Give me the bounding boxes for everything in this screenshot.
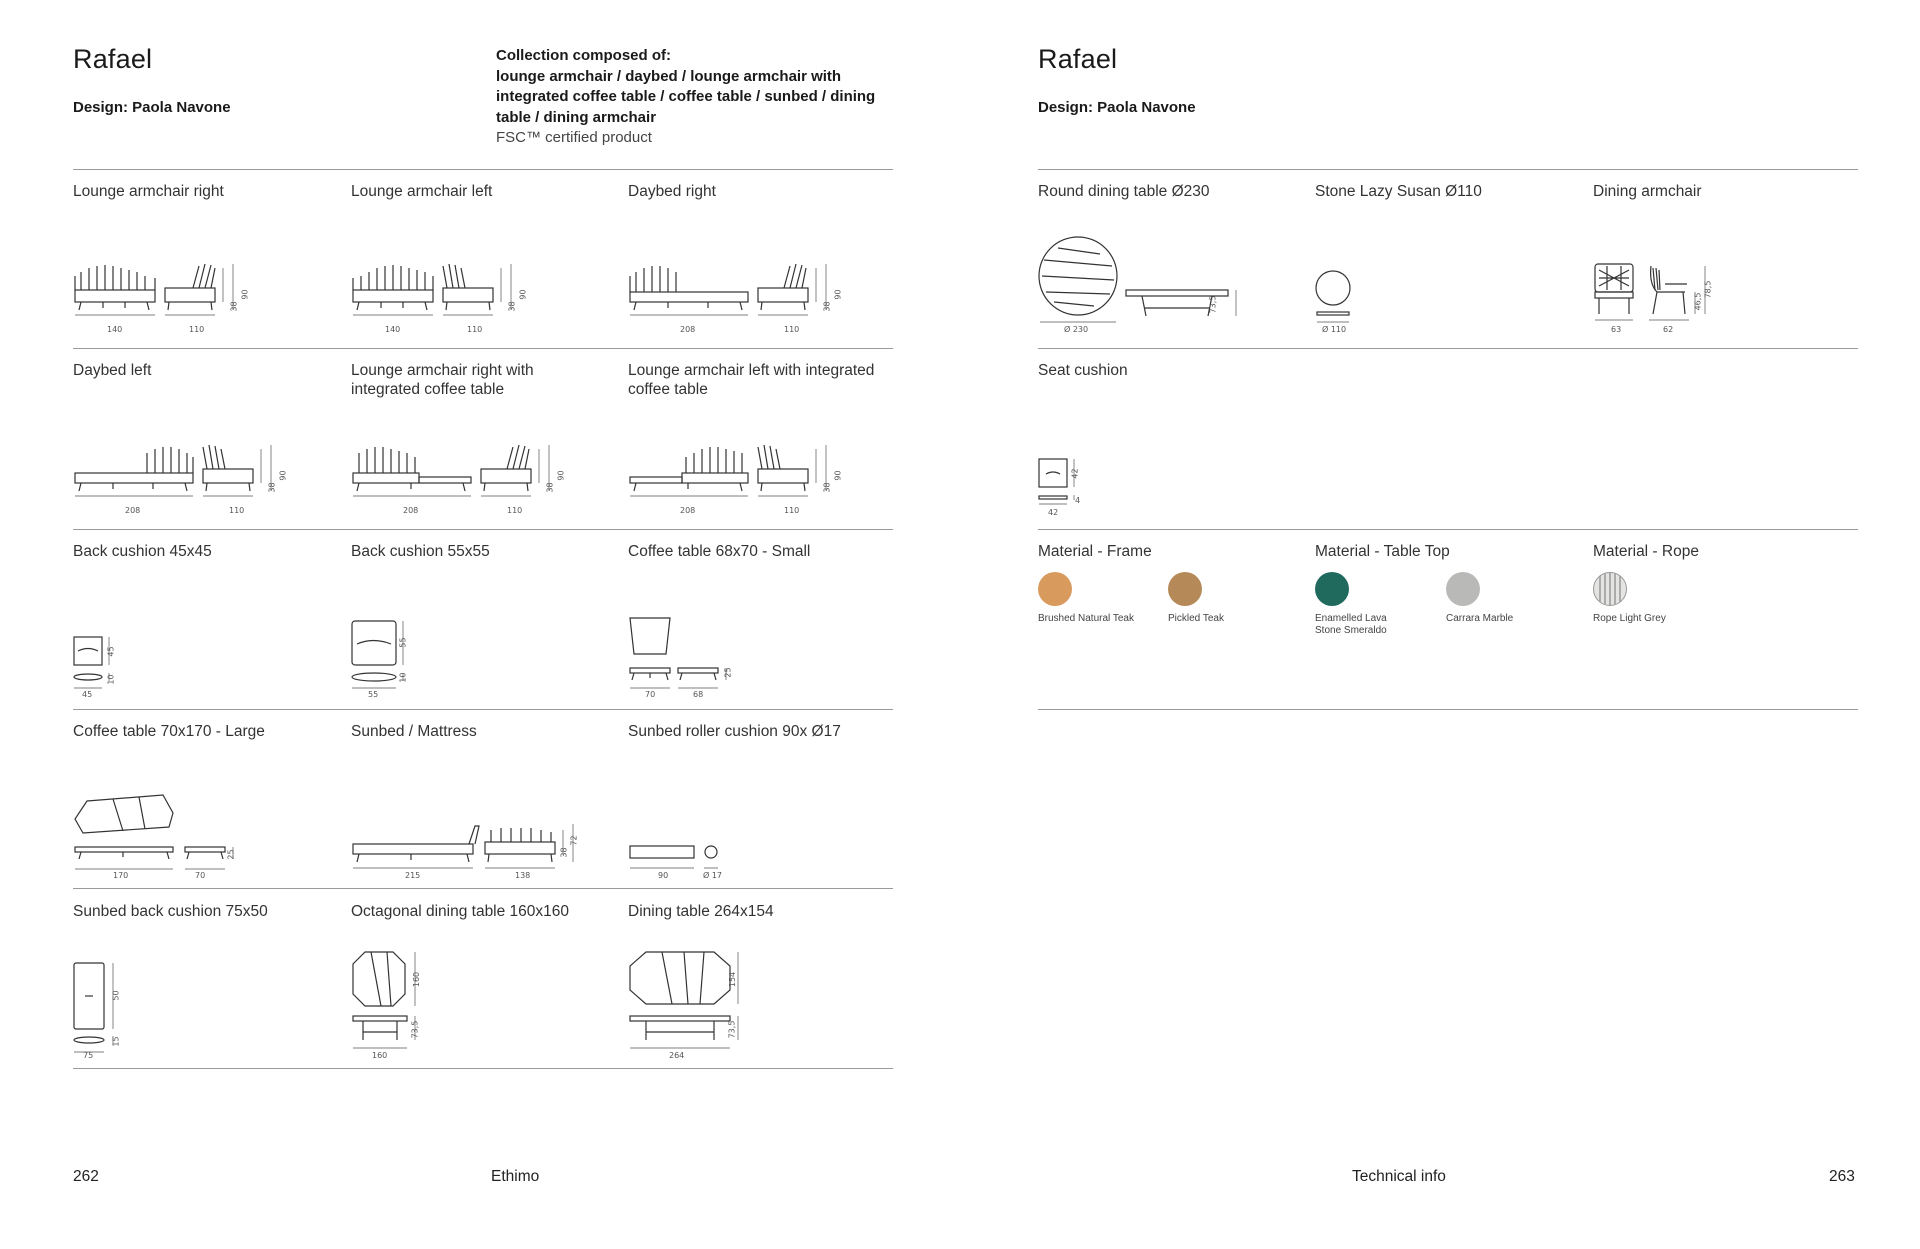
dimension-label: 25 [226, 849, 236, 860]
dimension-label: 140 [385, 325, 401, 334]
dimension-label: 160 [372, 1051, 388, 1060]
product-label: Daybed right [628, 183, 716, 200]
daybed-left-drawing [73, 443, 303, 503]
octagonal-dining-table-drawing [351, 950, 441, 1058]
dimension-label: 25 [723, 667, 733, 678]
dimension-label: 38 [507, 301, 517, 312]
product-label: Sunbed / Mattress [351, 723, 477, 740]
dimension-label: 73,5 [410, 1020, 420, 1039]
dimension-label: 160 [412, 971, 422, 988]
dimension-label: 10 [398, 672, 408, 683]
swatch-rope-light-grey [1593, 572, 1627, 606]
dimension-label: 50 [111, 990, 121, 1001]
collection-items: lounge armchair / daybed / lounge armchair with integrated coffee table / coffee table / sunbed / dining table / dining armchair [496, 67, 876, 126]
swatch-label: Brushed Natural Teak [1038, 613, 1134, 624]
swatch-label: Enamelled Lava Stone Smeraldo [1315, 613, 1387, 636]
coffee-table-large-drawing [73, 793, 253, 877]
dimension-label: 90 [833, 289, 843, 300]
dimension-label: 154 [728, 971, 738, 988]
product-label: Lounge armchair right [73, 183, 224, 200]
dimension-label: 110 [467, 325, 483, 334]
product-label: Back cushion 55x55 [351, 543, 490, 560]
collection-description [496, 46, 876, 149]
product-label: Coffee table 68x70 - Small [628, 543, 811, 560]
dimension-label: 42 [1048, 508, 1059, 517]
dimension-label: 90 [518, 289, 528, 300]
dimension-label: Ø 17 [703, 871, 723, 880]
dimension-label: 78,5 [1703, 280, 1713, 299]
dimension-label: 62 [1663, 325, 1674, 334]
dimension-label: 208 [125, 506, 141, 515]
left-page-designer: Design: Paola Navone [73, 99, 231, 116]
lounge-armchair-right-coffee-table-drawing [351, 443, 581, 503]
coffee-table-small-drawing [628, 616, 738, 696]
right-page-designer: Design: Paola Navone [1038, 99, 1196, 116]
dimension-label: 38 [545, 482, 555, 493]
seat-cushion-drawing [1038, 458, 1098, 508]
lounge-armchair-right-drawing [73, 262, 263, 322]
divider-rule [73, 709, 893, 710]
product-label: Seat cushion [1038, 362, 1128, 379]
back-cushion-45-drawing [73, 636, 133, 696]
dimension-label: 38 [229, 301, 239, 312]
dimension-label: 170 [113, 871, 129, 880]
lazy-susan-drawing [1315, 270, 1365, 328]
dimension-label: Ø 110 [1322, 325, 1347, 334]
swatch-label: Rope Light Grey [1593, 613, 1666, 624]
dimension-label: 68 [693, 690, 704, 699]
product-label: Lounge armchair left with integrated coffee table [628, 362, 875, 398]
divider-rule [1038, 529, 1858, 530]
product-label: Lounge armchair left [351, 183, 493, 200]
product-label: Back cushion 45x45 [73, 543, 212, 560]
dimension-label: 264 [669, 1051, 685, 1060]
dimension-label: 208 [403, 506, 419, 515]
daybed-right-drawing [628, 262, 858, 322]
dimension-label: 15 [111, 1036, 121, 1047]
dimension-label: 38 [822, 482, 832, 493]
collection-heading: Collection composed of: [496, 47, 672, 64]
material-heading-table-top: Material - Table Top [1315, 543, 1450, 560]
divider-rule [73, 888, 893, 889]
dimension-label: 140 [107, 325, 123, 334]
dimension-label: 46,5 [1693, 292, 1703, 311]
material-heading-frame: Material - Frame [1038, 543, 1152, 560]
product-label: Dining armchair [1593, 183, 1702, 200]
brand-name: Ethimo [491, 1168, 540, 1185]
rope-texture [1594, 573, 1626, 605]
swatch-pickled-teak [1168, 572, 1202, 606]
product-label: Lounge armchair right with integrated coffee table [351, 362, 534, 398]
sunbed-mattress-drawing [351, 822, 591, 878]
dimension-label: 110 [229, 506, 245, 515]
dimension-label: 90 [658, 871, 669, 880]
divider-rule [73, 529, 893, 530]
dimension-label: 73,5 [1208, 295, 1218, 314]
dimension-label: 55 [398, 637, 408, 648]
page-number-left: 262 [73, 1168, 99, 1185]
dimension-label: 90 [833, 470, 843, 481]
left-page-title: Rafael [73, 44, 153, 74]
swatch-label: Pickled Teak [1168, 613, 1224, 624]
dimension-label: 75 [83, 1051, 94, 1060]
dimension-label: 73,5 [727, 1020, 737, 1039]
dimension-label: 110 [784, 506, 800, 515]
material-heading-rope: Material - Rope [1593, 543, 1699, 560]
sunbed-back-cushion-drawing [73, 962, 133, 1058]
dimension-label: Ø 230 [1064, 325, 1089, 334]
product-label: Round dining table Ø230 [1038, 183, 1210, 200]
swatch-brushed-natural-teak [1038, 572, 1072, 606]
divider-rule [73, 1068, 893, 1069]
dimension-label: 90 [278, 470, 288, 481]
section-title: Technical info [1352, 1168, 1446, 1185]
dimension-label: 70 [645, 690, 656, 699]
lounge-armchair-left-drawing [351, 262, 541, 322]
dimension-label: 208 [680, 506, 696, 515]
product-label: Sunbed roller cushion 90x Ø17 [628, 723, 841, 740]
dimension-label: 110 [784, 325, 800, 334]
divider-rule [73, 348, 893, 349]
product-label: Coffee table 70x170 - Large [73, 723, 265, 740]
divider-rule [1038, 169, 1858, 170]
product-label: Octagonal dining table 160x160 [351, 903, 570, 920]
dimension-label: 10 [106, 674, 116, 685]
swatch-label: Carrara Marble [1446, 613, 1514, 624]
divider-rule [1038, 348, 1858, 349]
dimension-label: 138 [515, 871, 531, 880]
dimension-label: 208 [680, 325, 696, 334]
dimension-label: 45 [106, 646, 116, 657]
swatch-carrara-marble [1446, 572, 1480, 606]
dimension-label: 38 [559, 847, 569, 858]
dimension-label: 90 [240, 289, 250, 300]
product-label: Dining table 264x154 [628, 903, 774, 920]
dimension-label: 4 [1075, 496, 1081, 505]
dimension-label: 110 [189, 325, 205, 334]
dimension-label: 72 [569, 835, 579, 846]
lounge-armchair-left-coffee-table-drawing [628, 443, 858, 503]
product-label: Stone Lazy Susan Ø110 [1315, 183, 1482, 200]
dimension-label: 63 [1611, 325, 1622, 334]
dimension-label: 38 [267, 482, 277, 493]
dimension-label: 110 [507, 506, 523, 515]
back-cushion-55-drawing [351, 620, 421, 696]
dimension-label: 90 [556, 470, 566, 481]
dimension-label: 70 [195, 871, 206, 880]
divider-rule [1038, 709, 1858, 710]
dining-table-264-drawing [628, 950, 748, 1058]
dimension-label: 215 [405, 871, 421, 880]
dimension-label: 38 [822, 301, 832, 312]
divider-rule [73, 169, 893, 170]
page-number-right: 263 [1829, 1168, 1855, 1185]
product-label: Sunbed back cushion 75x50 [73, 903, 268, 920]
product-label: Daybed left [73, 362, 152, 379]
fsc-note: FSC™ certified product [496, 129, 652, 146]
dimension-label: 45 [82, 690, 93, 699]
dimension-label: 55 [368, 690, 379, 699]
dimension-label: 42 [1070, 468, 1080, 479]
right-page-title: Rafael [1038, 44, 1118, 74]
swatch-enamelled-lava-stone-smeraldo [1315, 572, 1349, 606]
